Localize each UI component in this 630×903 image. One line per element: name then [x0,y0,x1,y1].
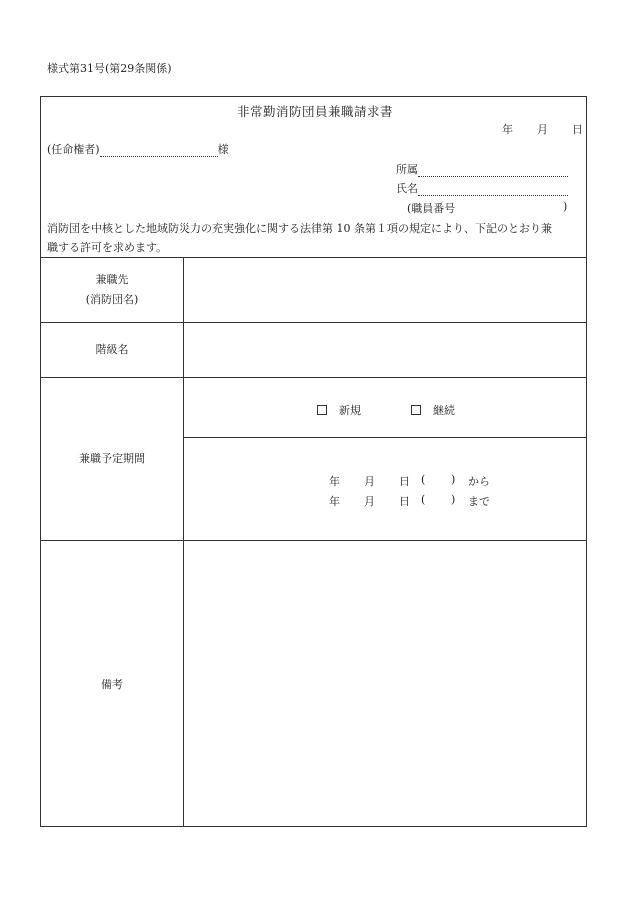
affiliation-field[interactable] [418,164,568,177]
appointer-label: (任命権者) [47,143,100,156]
date-month: 月 [537,123,548,136]
new-checkbox[interactable] [317,405,327,415]
to-paren-close: ) [451,493,456,506]
row-divider [183,437,587,438]
date-day: 日 [572,123,583,136]
row-divider [40,377,587,378]
from-paren-open: ( [421,473,426,486]
employer-label [41,270,183,310]
new-label: 新規 [339,404,361,417]
staff-number-open: (職員番号 [407,202,456,215]
continue-option[interactable] [411,402,455,418]
remarks-label: 備考 [101,678,123,691]
affiliation-row [396,161,568,177]
continue-label: 継続 [433,404,455,417]
request-text-line2: 職する許可を求めます。 [47,241,168,254]
employer-label-line1: 兼職先 [95,273,129,286]
to-paren-open: ( [421,493,426,506]
name-row [396,180,568,196]
form-title: 非常勤消防団員兼職請求書 [236,104,393,119]
to-month: 月 [364,495,375,508]
name-field[interactable] [418,183,568,196]
new-option[interactable] [317,402,361,418]
from-month: 月 [364,475,375,488]
continue-checkbox[interactable] [411,405,421,415]
honorific: 様 [217,143,229,156]
date-year: 年 [502,123,513,136]
request-text-line1: 消防団を中核とした地域防災力の充実強化に関する法律第 10 条第１項の規定により、下記のとおり兼 [47,222,552,235]
to-year: 年 [329,495,340,508]
from-paren-close: ) [451,473,456,486]
employer-input[interactable] [184,258,586,322]
remarks-input[interactable] [184,541,586,826]
form-number: 様式第31号(第29条関係) [47,62,172,75]
affiliation-label: 所属 [396,163,418,176]
from-suffix: から [468,475,490,488]
from-day: 日 [399,475,410,488]
employer-label-line2: (消防団名) [85,293,139,306]
appointer-row [47,141,229,157]
from-year: 年 [329,475,340,488]
to-suffix: まで [468,495,490,508]
staff-number-close: ) [563,200,568,213]
period-label: 兼職予定期間 [79,452,145,465]
rank-input[interactable] [184,323,586,377]
name-label: 氏名 [396,182,418,195]
rank-label: 階級名 [95,343,129,356]
appointer-field[interactable] [100,144,218,157]
to-day: 日 [399,495,410,508]
